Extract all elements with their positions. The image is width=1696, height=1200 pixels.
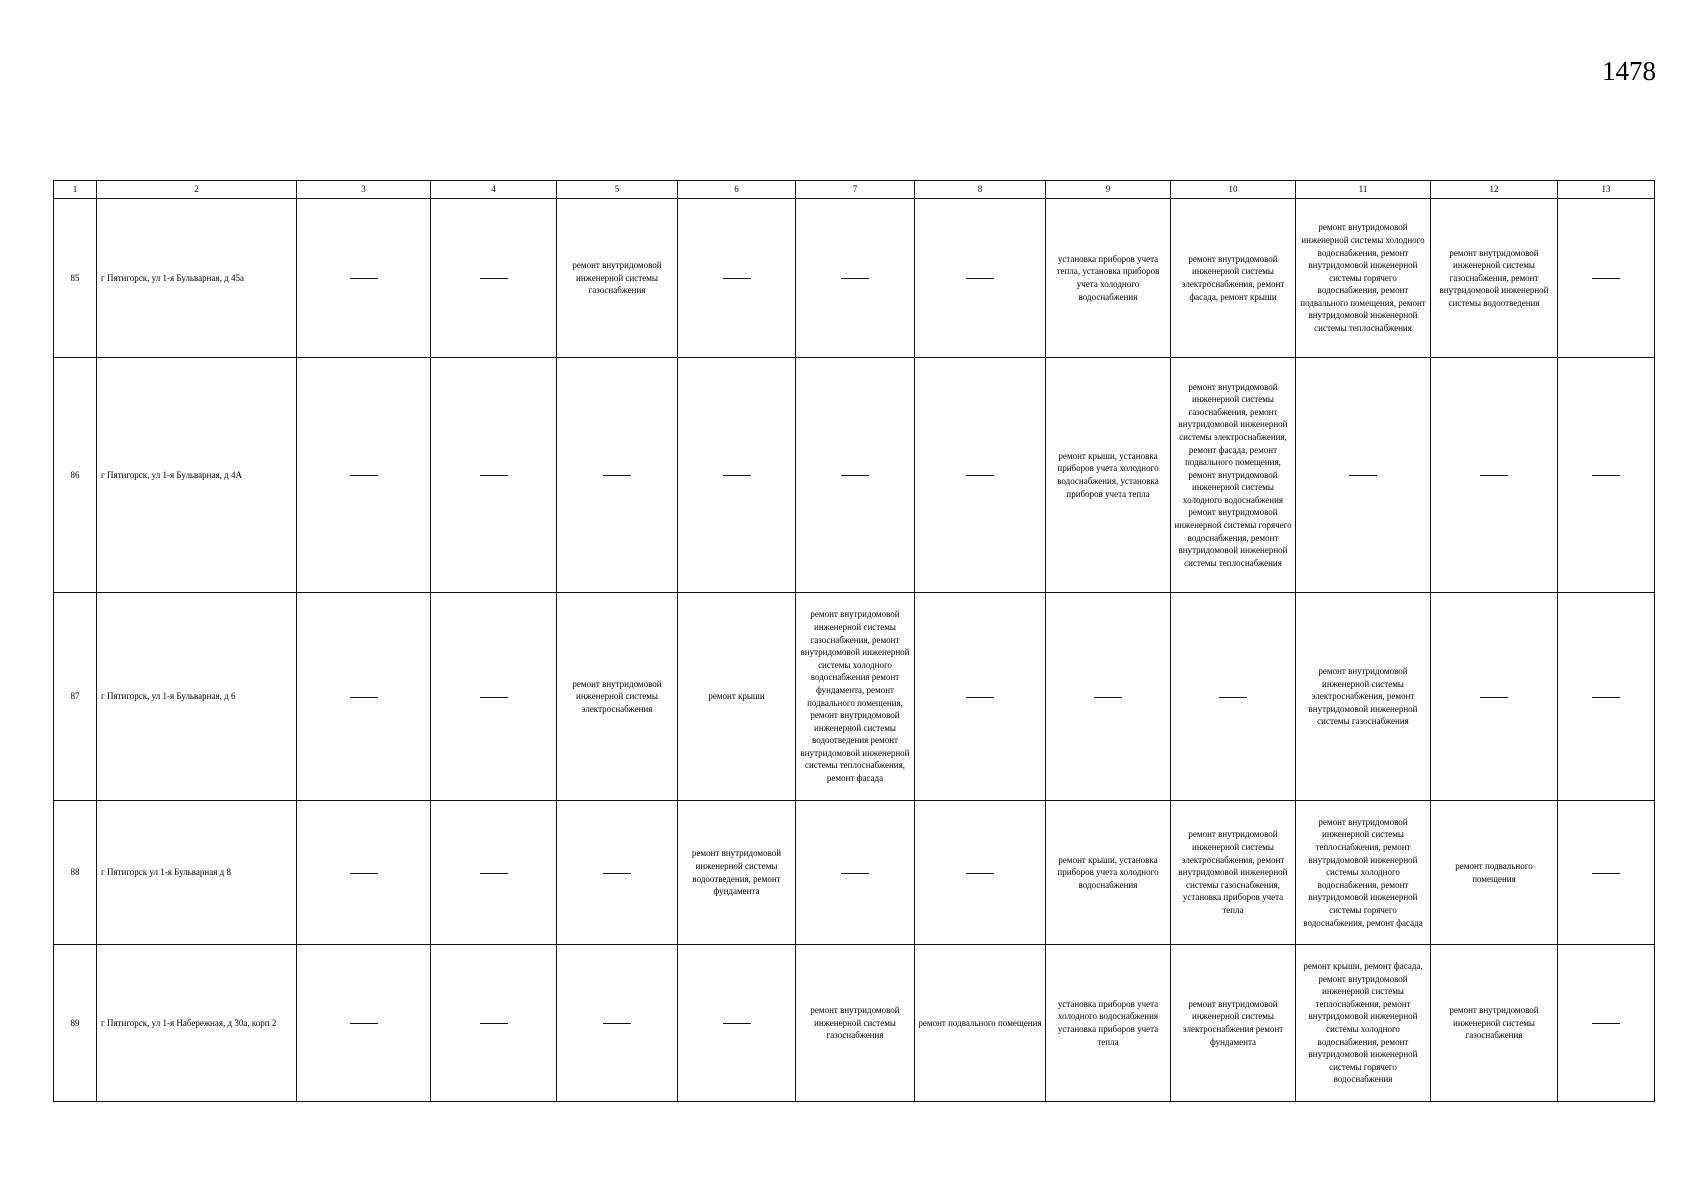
- table-row: [54, 358, 1655, 593]
- table-cell: [796, 801, 915, 945]
- empty-dash: [966, 475, 994, 476]
- empty-dash: [723, 278, 751, 279]
- empty-dash: [1592, 475, 1620, 476]
- empty-dash: [1592, 278, 1620, 279]
- table-cell: [678, 945, 796, 1102]
- table-cell: [431, 199, 557, 358]
- empty-dash: [1480, 697, 1508, 698]
- table-cell: [1558, 199, 1655, 358]
- table-row: [54, 199, 1655, 358]
- table-row: [54, 801, 1655, 945]
- table-cell: ремонт крыши: [678, 593, 796, 801]
- table-cell: [1558, 945, 1655, 1102]
- table-row: [54, 945, 1655, 1102]
- address-cell: г Пятигорск, ул 1-я Бульварная, д 45а: [97, 199, 297, 358]
- address-cell: г Пятигорск, ул 1-я Набережная, д 30а, корп 2: [97, 945, 297, 1102]
- table-cell: [557, 358, 678, 593]
- table-cell: ремонт внутридомовой инженерной системы электроснабжения: [557, 593, 678, 801]
- column-header: 5: [557, 181, 678, 199]
- table-cell: [1558, 593, 1655, 801]
- empty-dash: [966, 278, 994, 279]
- column-header: 1: [54, 181, 97, 199]
- column-header: 11: [1296, 181, 1431, 199]
- empty-dash: [480, 278, 508, 279]
- row-number: 87: [54, 593, 97, 801]
- column-header: 12: [1431, 181, 1558, 199]
- column-header: 6: [678, 181, 796, 199]
- table-cell: [431, 593, 557, 801]
- table-cell: ремонт внутридомовой инженерной системы холодного водоснабжения, ремонт внутридомовой инженерной системы горячего водоснабжения, ремонт подвального помещения, ремонт внутридомовой инженерной системы теплоснабжения: [1296, 199, 1431, 358]
- empty-dash: [966, 697, 994, 698]
- table-cell: [1171, 593, 1296, 801]
- table-cell: установка приборов учета холодного водоснабжения установка приборов учета тепла: [1046, 945, 1171, 1102]
- table-cell: [796, 358, 915, 593]
- empty-dash: [723, 475, 751, 476]
- table-cell: [678, 199, 796, 358]
- row-number: 89: [54, 945, 97, 1102]
- empty-dash: [1480, 475, 1508, 476]
- address-cell: г Пятигорск ул 1-я Бульварная д 8: [97, 801, 297, 945]
- works-table: [53, 180, 1655, 1102]
- table-cell: ремонт внутридомовой инженерной системы газоснабжения, ремонт внутридомовой инженерной системы холодного водоснабжения ремонт фундамента, ремонт подвального помещения, ремонт внутридомовой инженерной системы водоотведения ремонт внутридомовой инженерной системы теплоснабжения, ремонт фасада: [796, 593, 915, 801]
- table-cell: [1431, 593, 1558, 801]
- column-header: 3: [297, 181, 431, 199]
- empty-dash: [966, 873, 994, 874]
- empty-dash: [480, 475, 508, 476]
- table-cell: ремонт крыши, установка приборов учета холодного водоснабжения: [1046, 801, 1171, 945]
- header-row: [54, 181, 1655, 199]
- table-cell: ремонт внутридомовой инженерной системы электроснабжения, ремонт внутридомовой инженерной системы газоснабжения, установка приборов учета тепла: [1171, 801, 1296, 945]
- table-cell: [557, 945, 678, 1102]
- empty-dash: [603, 475, 631, 476]
- table-cell: [557, 801, 678, 945]
- column-header: 10: [1171, 181, 1296, 199]
- table-cell: ремонт подвального помещения: [1431, 801, 1558, 945]
- table-cell: ремонт внутридомовой инженерной системы газоснабжения, ремонт внутридомовой инженерной системы электроснабжения, ремонт фасада, ремонт подвального помещения, ремонт внутридомовой инженерной системы холодного водоснабжения ремонт внутридомовой инженерной системы горячего водоснабжения, ремонт внутридомовой инженерной системы теплоснабжения: [1171, 358, 1296, 593]
- empty-dash: [480, 873, 508, 874]
- table-cell: ремонт внутридомовой инженерной системы электроснабжения, ремонт фасада, ремонт крыши: [1171, 199, 1296, 358]
- empty-dash: [841, 873, 869, 874]
- table-cell: ремонт внутридомовой инженерной системы водоотведения, ремонт фундамента: [678, 801, 796, 945]
- empty-dash: [1592, 873, 1620, 874]
- table-cell: ремонт крыши, установка приборов учета холодного водоснабжения, установка приборов учета тепла: [1046, 358, 1171, 593]
- empty-dash: [603, 873, 631, 874]
- table-cell: ремонт внутридомовой инженерной системы теплоснабжения, ремонт внутридомовой инженерной системы холодного водоснабжения, ремонт внутридомовой инженерной системы горячего водоснабжения, ремонт фасада: [1296, 801, 1431, 945]
- column-header: 8: [915, 181, 1046, 199]
- table-cell: [1431, 358, 1558, 593]
- empty-dash: [1592, 1023, 1620, 1024]
- address-cell: г Пятигорск, ул 1-я Бульварная, д 4А: [97, 358, 297, 593]
- table-cell: [915, 358, 1046, 593]
- table-cell: [297, 593, 431, 801]
- table-cell: [297, 358, 431, 593]
- table-row: [54, 593, 1655, 801]
- table-cell: [431, 945, 557, 1102]
- table-cell: [297, 199, 431, 358]
- empty-dash: [1349, 475, 1377, 476]
- table-cell: ремонт подвального помещения: [915, 945, 1046, 1102]
- page-number: 1478: [1602, 56, 1656, 86]
- table-cell: [915, 199, 1046, 358]
- row-number: 85: [54, 199, 97, 358]
- empty-dash: [1592, 697, 1620, 698]
- table-cell: ремонт внутридомовой инженерной системы газоснабжения: [796, 945, 915, 1102]
- empty-dash: [350, 278, 378, 279]
- table-cell: [1046, 593, 1171, 801]
- table-cell: [1558, 358, 1655, 593]
- column-header: 4: [431, 181, 557, 199]
- empty-dash: [723, 1023, 751, 1024]
- table-cell: ремонт внутридомовой инженерной системы газоснабжения: [557, 199, 678, 358]
- table-cell: [915, 801, 1046, 945]
- table-cell: [915, 593, 1046, 801]
- table-cell: [1558, 801, 1655, 945]
- table-cell: [1296, 358, 1431, 593]
- empty-dash: [350, 475, 378, 476]
- table-cell: [678, 358, 796, 593]
- column-header: 9: [1046, 181, 1171, 199]
- table-cell: ремонт внутридомовой инженерной системы электроснабжения, ремонт внутридомовой инженерной системы газоснабжения: [1296, 593, 1431, 801]
- empty-dash: [841, 278, 869, 279]
- column-header: 2: [97, 181, 297, 199]
- table-cell: ремонт внутридомовой инженерной системы газоснабжения, ремонт внутридомовой инженерной системы водоотведения: [1431, 199, 1558, 358]
- table-cell: [297, 801, 431, 945]
- empty-dash: [841, 475, 869, 476]
- empty-dash: [350, 1023, 378, 1024]
- empty-dash: [1094, 697, 1122, 698]
- table-cell: [796, 199, 915, 358]
- table-cell: [431, 801, 557, 945]
- empty-dash: [350, 873, 378, 874]
- table-cell: [431, 358, 557, 593]
- empty-dash: [1219, 697, 1247, 698]
- row-number: 86: [54, 358, 97, 593]
- table-cell: ремонт внутридомовой инженерной системы газоснабжения: [1431, 945, 1558, 1102]
- empty-dash: [603, 1023, 631, 1024]
- empty-dash: [480, 1023, 508, 1024]
- table-cell: установка приборов учета тепла, установка приборов учета холодного водоснабжения: [1046, 199, 1171, 358]
- address-cell: г Пятигорск, ул 1-я Бульварная, д 6: [97, 593, 297, 801]
- table-cell: ремонт внутридомовой инженерной системы электроснабжения ремонт фундамента: [1171, 945, 1296, 1102]
- table-cell: ремонт крыши, ремонт фасада, ремонт внутридомовой инженерной системы теплоснабжения, ремонт внутридомовой инженерной системы холодного водоснабжения, ремонт внутридомовой инженерной системы горячего водоснабжения: [1296, 945, 1431, 1102]
- row-number: 88: [54, 801, 97, 945]
- empty-dash: [480, 697, 508, 698]
- empty-dash: [350, 697, 378, 698]
- column-header: 7: [796, 181, 915, 199]
- column-header: 13: [1558, 181, 1655, 199]
- table-cell: [297, 945, 431, 1102]
